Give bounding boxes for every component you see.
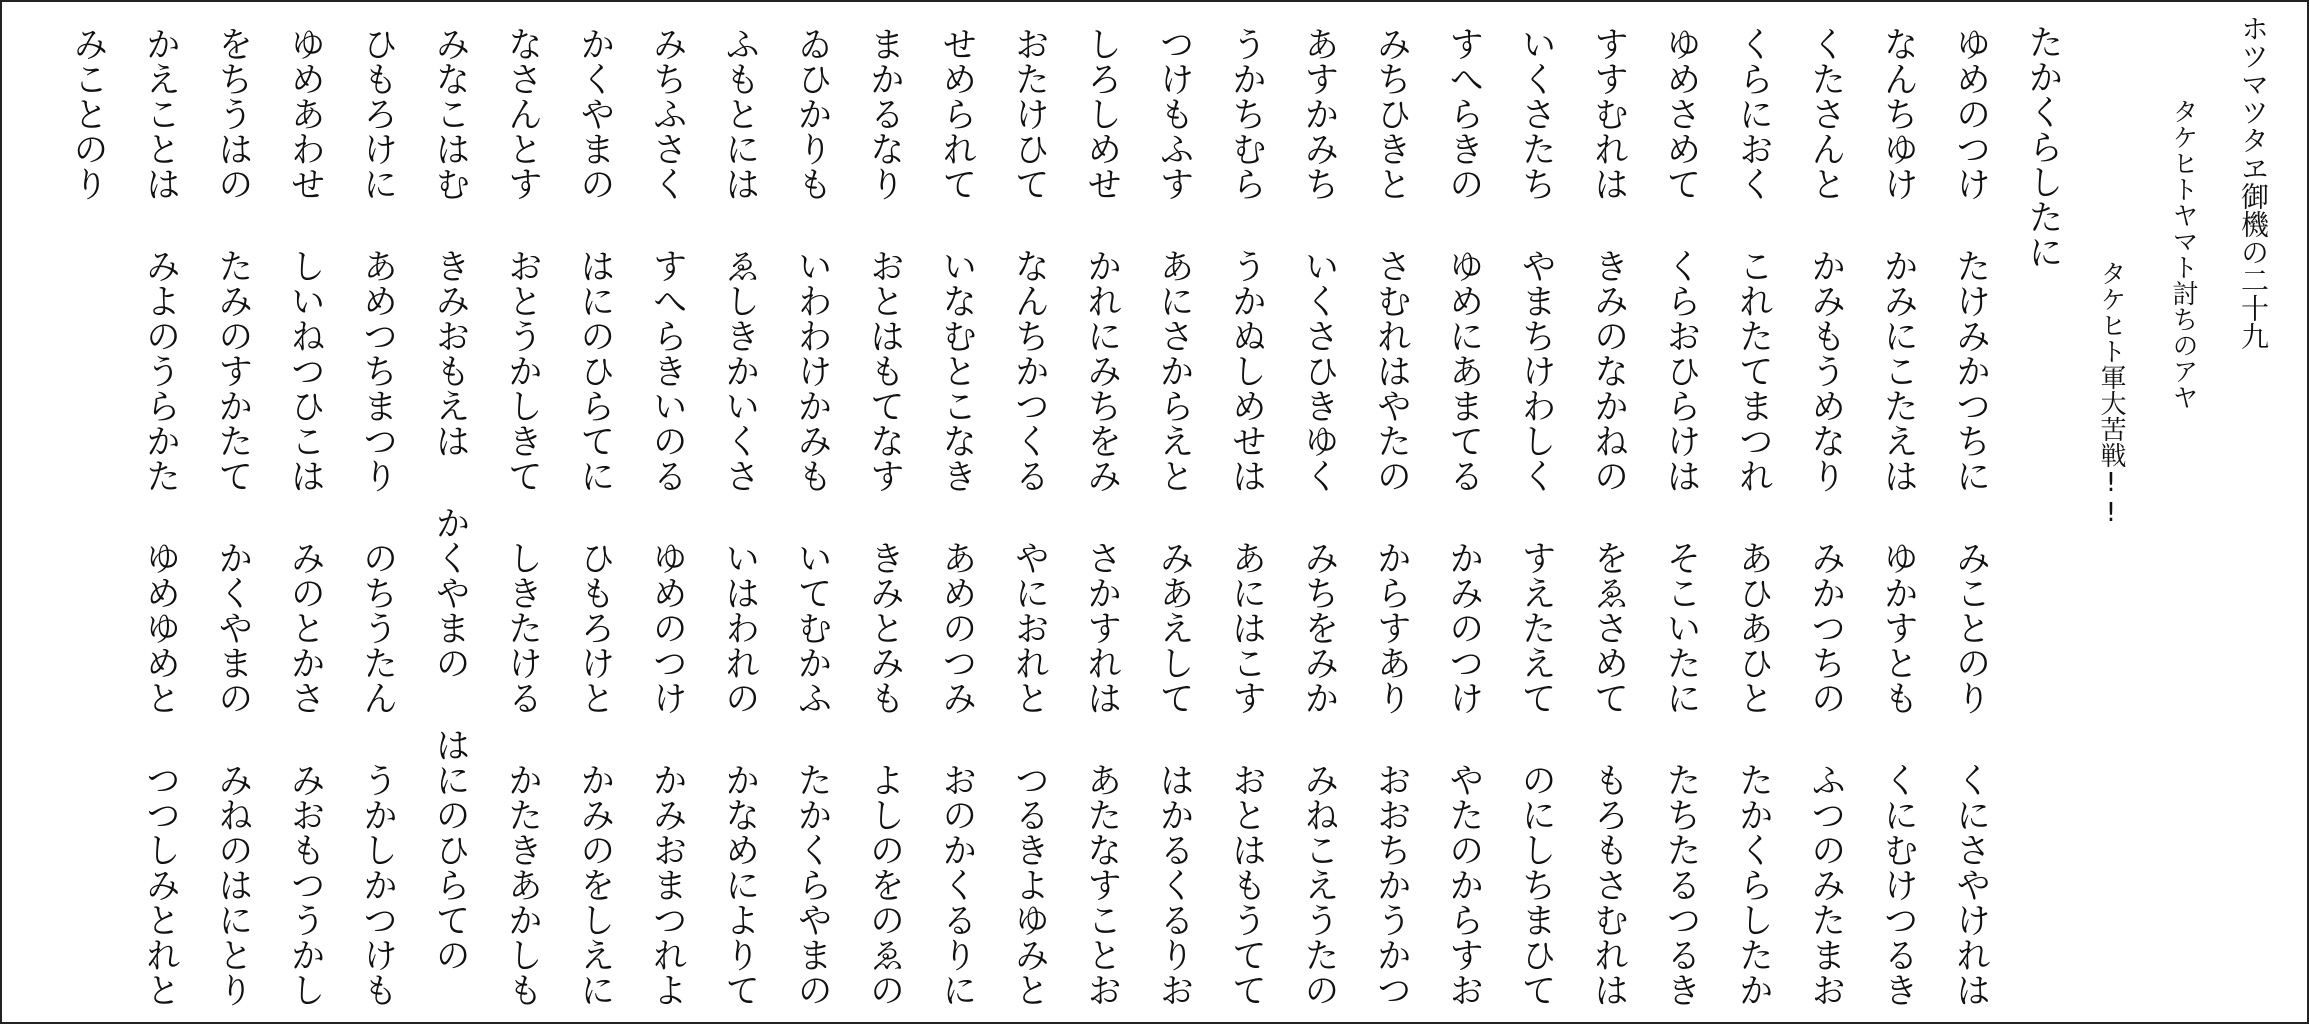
- verse-line: [1934, 14, 2006, 1010]
- verse-line: [1210, 14, 1282, 1010]
- verse-segment: すえたえて: [1516, 540, 1557, 715]
- verse-segment: みちをみか: [1298, 540, 1339, 715]
- verse-segment: しきたける: [502, 540, 543, 715]
- verse-line: [1789, 14, 1861, 1010]
- verse-segment: はにのひらてに: [574, 248, 615, 493]
- verse-segment: さかすれは: [1081, 540, 1122, 715]
- verse-segment: きみとみも: [864, 540, 905, 715]
- verse-segment: すすむれは: [1588, 26, 1629, 201]
- verse-segment: いくさひきゆく: [1298, 248, 1339, 493]
- verse-line: [1500, 14, 1572, 1010]
- verse-segment: ゆめゆめと: [140, 540, 181, 715]
- verse-segment: もろもさむれは: [1588, 762, 1629, 1007]
- verse-line: [1717, 14, 1789, 1010]
- verse-segment: いわわけかみも: [792, 248, 833, 493]
- verse-segment: みちふさく: [647, 26, 688, 201]
- verse-segment: あにさからえと: [1154, 248, 1195, 493]
- verse-segment: あめのつみ: [936, 540, 977, 715]
- verse-segment: かれにみちをみ: [1081, 248, 1122, 493]
- verse-segment: いてむかふ: [792, 540, 833, 715]
- verse-segment: くらにおく: [1733, 26, 1774, 201]
- verse-line: [414, 14, 486, 1010]
- verse-segment: かくやまの: [212, 540, 253, 715]
- verse-segment: かなめによりて: [719, 762, 760, 1007]
- verse-segment: かくやまの: [574, 26, 615, 201]
- verse-segment: うかしかつけも: [357, 762, 398, 1007]
- verse-segment: うかぬしめせは: [1226, 248, 1267, 493]
- document-subtitle: タケヒトヤマト討ちのアヤ: [2168, 98, 2198, 410]
- verse-line: [341, 14, 413, 1010]
- verse-segment: なさんとす: [502, 26, 543, 201]
- verse-opening-line: たかくらしたに: [2023, 24, 2063, 269]
- verse-segment: たかくらやまの: [792, 762, 833, 1007]
- verse-segment: すへらきいのる: [647, 248, 688, 493]
- verse-segment: かみもうめなり: [1805, 248, 1846, 493]
- verse-segment: さむれはやたの: [1371, 248, 1412, 493]
- verse-segment: かえことは: [140, 26, 181, 201]
- verse-segment: ゆめのつけ: [647, 540, 688, 715]
- verse-line: [269, 14, 341, 1010]
- verse-segment: たけみかつちに: [1950, 248, 1991, 493]
- verse-segment: あにはこす: [1226, 540, 1267, 715]
- verse-segment: やたのからすお: [1443, 762, 1484, 1007]
- verse-segment: あひあひと: [1733, 540, 1774, 715]
- verse-segment: かみおまつれよ: [647, 762, 688, 1007]
- verse-segment: かたきあかしも: [502, 762, 543, 1007]
- verse-segment: みおもつうかし: [285, 762, 326, 1007]
- verse-segment: をちうはの: [212, 26, 253, 201]
- verse-segment: なんちかつくる: [1009, 248, 1050, 493]
- verse-segment: そこいたに: [1660, 540, 1701, 715]
- verse-segment: なんちゆけ: [1878, 26, 1919, 201]
- verse-segment: みなこはむ: [430, 26, 471, 201]
- verse-segment: ゆめあわせ: [285, 26, 326, 201]
- verse-line: [921, 14, 993, 1010]
- verse-segment: くにむけつるき: [1878, 762, 1919, 1007]
- heading-block: [2089, 14, 2275, 1010]
- verse-segment: おとはもうてて: [1226, 762, 1267, 1007]
- verse-segment: おおちかうかつ: [1371, 762, 1412, 1007]
- verse-segment: ふもとには: [719, 26, 760, 201]
- verse-segment: あたなすことお: [1081, 762, 1122, 1007]
- verse-line: [558, 14, 630, 1010]
- verse-segment: やまちけわしく: [1516, 248, 1557, 493]
- verse-line: [1862, 14, 1934, 1010]
- verse-segment: くらおひらけは: [1660, 248, 1701, 493]
- verse-segment: よしのをのゑの: [864, 762, 905, 1007]
- verse-segment: みかつちの: [1805, 540, 1846, 715]
- verse-segment: はにのひらての: [430, 727, 471, 972]
- verse-segment: をゑさめて: [1588, 540, 1629, 715]
- verse-segment: ふつのみたまお: [1805, 762, 1846, 1007]
- verse-segment: きみおもえは: [430, 248, 471, 458]
- verse-segment: ゆかすとも: [1878, 540, 1919, 715]
- verse-segment: かみのつけ: [1443, 540, 1484, 715]
- verse-line: [776, 14, 848, 1010]
- verse-body: [52, 14, 2079, 1010]
- verse-segment: みよのうらかた: [140, 248, 181, 493]
- verse-line: [486, 14, 558, 1010]
- verse-line: [1572, 14, 1644, 1010]
- verse-line: [1645, 14, 1717, 1010]
- verse-segment: あすかみち: [1298, 26, 1339, 201]
- verse-segment: ゆめのつけ: [1950, 26, 1991, 201]
- verse-segment: おとうかしきて: [502, 248, 543, 493]
- verse-line: [703, 14, 775, 1010]
- verse-segment: みあえして: [1154, 540, 1195, 715]
- verse-segment: おとはもてなす: [864, 248, 905, 493]
- verse-lines: [124, 14, 2007, 1010]
- verse-segment: つつしみとれと: [140, 762, 181, 1007]
- verse-line: [1065, 14, 1137, 1010]
- verse-segment: たみのすかたて: [212, 248, 253, 493]
- verse-segment: しろしめせ: [1081, 26, 1122, 201]
- verse-segment: まかるなり: [864, 26, 905, 201]
- verse-closing-line: みことのり: [68, 26, 109, 201]
- verse-segment: しいねつひこは: [285, 248, 326, 493]
- verse-segment: かみのをしえに: [574, 762, 615, 1007]
- verse-segment: せめられて: [936, 26, 977, 201]
- verse-line: [631, 14, 703, 1010]
- verse-segment: やにおれと: [1009, 540, 1050, 715]
- verse-line: [848, 14, 920, 1010]
- document-note: タケヒト軍大苦戦!!: [2096, 260, 2126, 528]
- verse-segment: つけもふす: [1154, 26, 1195, 201]
- verse-segment: これたてまつれ: [1733, 248, 1774, 493]
- verse-segment: みねのはにとり: [212, 762, 253, 1007]
- verse-segment: たかくらしたか: [1733, 762, 1774, 1007]
- verse-segment: ゆめさめて: [1660, 26, 1701, 201]
- verse-segment: ひもろけに: [357, 26, 398, 201]
- verse-line: [1283, 14, 1355, 1010]
- verse-segment: みのとかさ: [285, 540, 326, 715]
- verse-segment: いくさたち: [1516, 26, 1557, 201]
- verse-segment: おのかくるりに: [936, 762, 977, 1007]
- verse-line: [1427, 14, 1499, 1010]
- verse-segment: みねこえうたの: [1298, 762, 1339, 1007]
- verse-line: [196, 14, 268, 1010]
- verse-line: [124, 14, 196, 1010]
- verse-segment: おたけひて: [1009, 26, 1050, 201]
- verse-segment: みことのり: [1950, 540, 1991, 715]
- verse-segment: みちひきと: [1371, 26, 1412, 201]
- vertical-document: [52, 14, 2275, 1010]
- verse-segment: きみのなかねの: [1588, 248, 1629, 493]
- verse-segment: ゑしきかいくさ: [719, 248, 760, 493]
- verse-line: [1138, 14, 1210, 1010]
- verse-segment: たちたるつるき: [1660, 762, 1701, 1007]
- verse-segment: ゆめにあまてる: [1443, 248, 1484, 493]
- verse-segment: かくやまの: [430, 505, 471, 680]
- verse-segment: ひもろけと: [574, 540, 615, 715]
- verse-line: [993, 14, 1065, 1010]
- verse-segment: かみにこたえは: [1878, 248, 1919, 493]
- verse-segment: あめつちまつり: [357, 248, 398, 493]
- verse-segment: のちうたん: [357, 540, 398, 715]
- verse-segment: はかるくるりお: [1154, 762, 1195, 1007]
- verse-segment: ゐひかりも: [792, 26, 833, 201]
- verse-segment: からすあり: [1371, 540, 1412, 715]
- verse-segment: くにさやけれは: [1950, 762, 1991, 1007]
- verse-segment: うかちむら: [1226, 26, 1267, 201]
- verse-segment: すへらきの: [1443, 26, 1484, 201]
- document-title: ホツマツタヱ御機の二十九: [2237, 14, 2270, 350]
- verse-segment: つるきよゆみと: [1009, 762, 1050, 1007]
- verse-segment: いなむとこなき: [936, 248, 977, 493]
- verse-segment: くたさんと: [1805, 26, 1846, 201]
- verse-segment: いはわれの: [719, 540, 760, 715]
- verse-line: [1355, 14, 1427, 1010]
- verse-segment: のにしちまひて: [1516, 762, 1557, 1007]
